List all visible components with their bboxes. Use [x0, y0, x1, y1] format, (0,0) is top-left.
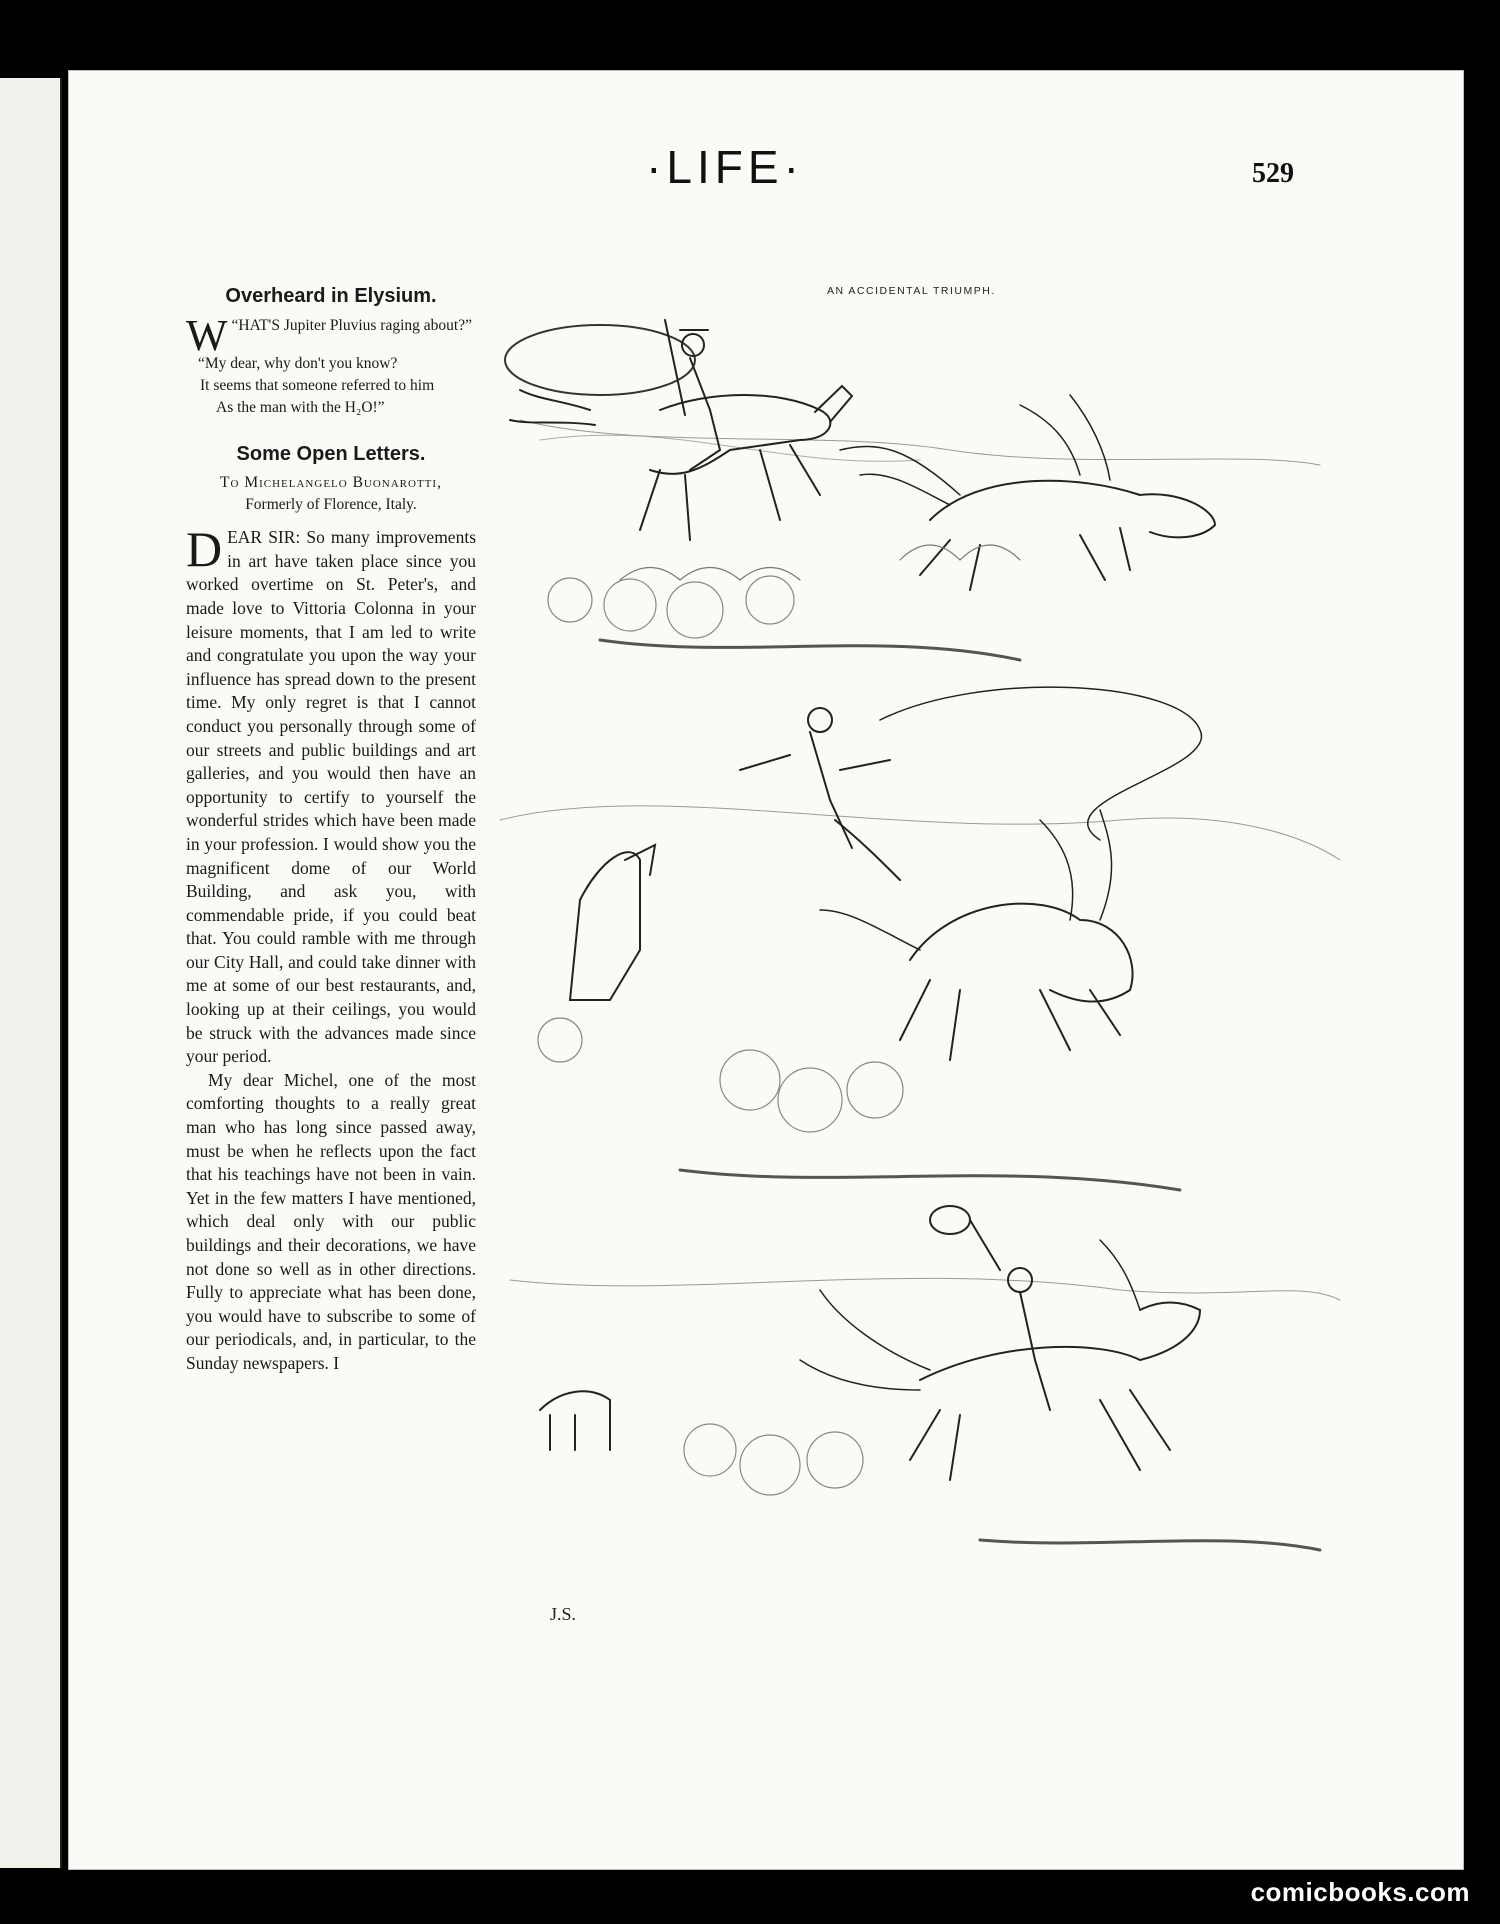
letter-paragraph-2: My dear Michel, one of the most comforting thoughts to a really great man who has long since passed away, must be when he reflects upon the fact that his teachings have not been in vain. Yet in the few matters I have mentioned, which deal only with our public buildings and their decorations, we have not done so well as in other directions. Fully to appreciate what has been done, you would have to subscribe to some of our periodicals, and, in particular, to the Sunday newspapers. I — [186, 1069, 476, 1373]
poem-dropcap: W — [186, 310, 228, 360]
poem-line: It seems that someone referred to him — [200, 376, 435, 394]
illustration-caption: AN ACCIDENTAL TRIUMPH. — [827, 285, 996, 297]
address-to: To Michelangelo Buonarotti, — [220, 474, 442, 492]
letter-paragraph-1-text: EAR SIR: So many improvements in art have taken place since you worked overtime on St. Peter's, and made love to Vittoria Colonna in your leisure moments, that I am led to write and congratulate you upon the way your influence has spread down to the present time. My only regret is that I cannot conduct you personally through some of our streets and public buildings and art galleries, and you would then have an opportunity to certify to yourself the wonderful strides which have been made in your profession. I would show you the magnificent dome of our World Building, and ask you, with commendable pride, if you could beat that. You could ramble with me through our City Hall, and could take dinner with me at some of our best restaurants, and, looking up at their ceilings, you would be struck with the advances made since your period. — [186, 527, 476, 1067]
poem-line: As the man with the H₂O!” — [216, 398, 385, 416]
magazine-title: ·LIFE· — [646, 141, 804, 193]
poem-title: Overheard in Elysium. — [225, 285, 437, 307]
page-number: 529 — [1252, 158, 1294, 189]
artist-signature: J.S. — [550, 1604, 577, 1624]
panel-3-cowboy-rides — [510, 1206, 1340, 1550]
address-block — [186, 472, 476, 516]
open-quote: “ — [231, 316, 239, 334]
text-column — [186, 285, 476, 1376]
letters-title: Some Open Letters. — [236, 442, 426, 465]
panel-2-cowboy-thrown — [500, 687, 1340, 1190]
letter-body — [186, 521, 476, 1375]
address-location: Formerly of Florence, Italy. — [245, 496, 417, 514]
letter-paragraph-1 — [186, 521, 476, 1069]
watermark: comicbooks.com — [1250, 1877, 1470, 1907]
cartoon-illustration — [480, 300, 1360, 1640]
poem-line: “My dear, why don't you know? — [198, 354, 398, 372]
poem-line-1 — [186, 310, 476, 360]
poem — [186, 310, 476, 419]
letter-dropcap: D — [186, 521, 223, 578]
left-page-edge — [0, 78, 62, 1868]
poem-line: HAT'S Jupiter Pluvius raging about?” — [238, 316, 472, 334]
panel-1-cowboy-chase — [505, 320, 1320, 660]
